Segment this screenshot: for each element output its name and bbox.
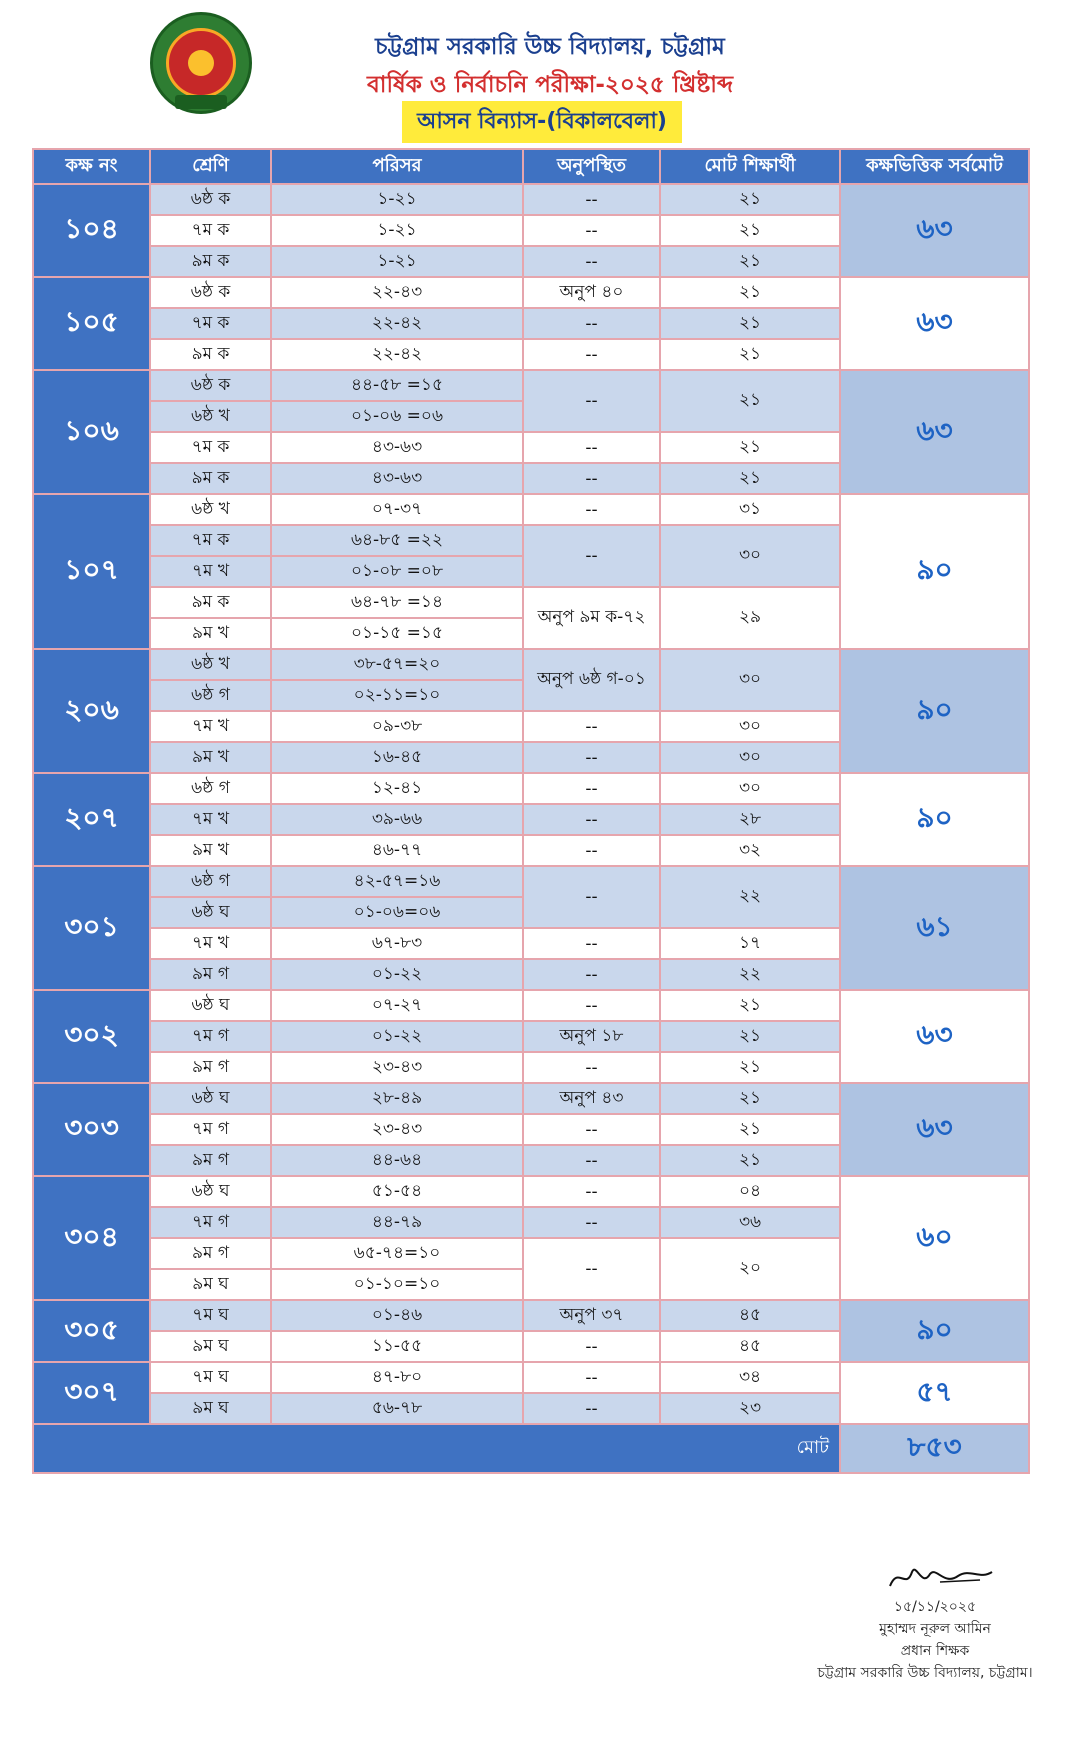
class-name: ৭ম ঘ xyxy=(150,1362,271,1393)
table-row xyxy=(33,370,1029,401)
student-count: ৩০ xyxy=(660,773,840,804)
roll-range: ২২-৪২ xyxy=(271,339,523,370)
table-row xyxy=(33,649,1029,680)
roll-range: ২৩-৪৩ xyxy=(271,1052,523,1083)
roll-range: ৪৪-৭৯ xyxy=(271,1207,523,1238)
student-count: ৩০ xyxy=(660,525,840,587)
absent-note: -- xyxy=(523,1393,660,1424)
roll-range: ১১-৫৫ xyxy=(271,1331,523,1362)
class-name: ৯ম ক xyxy=(150,246,271,277)
signatory-name: মুহাম্মদ নূরুল আমিন xyxy=(879,1621,991,1637)
class-name: ৭ম খ xyxy=(150,928,271,959)
roll-range: ৪২-৫৭=১৬ xyxy=(271,866,523,897)
room-total: ৬১ xyxy=(840,866,1029,990)
room-total: ৯০ xyxy=(840,1300,1029,1362)
class-name: ৬ষ্ঠ খ xyxy=(150,494,271,525)
room-number: ৩০৪ xyxy=(33,1176,150,1300)
room-number: ১০৪ xyxy=(33,184,150,277)
roll-range: ১-২১ xyxy=(271,246,523,277)
student-count: ৩০ xyxy=(660,742,840,773)
class-name: ৬ষ্ঠ ঘ xyxy=(150,897,271,928)
table-row xyxy=(33,494,1029,525)
student-count: ২১ xyxy=(660,1052,840,1083)
class-name: ৭ম ক xyxy=(150,215,271,246)
room-number: ২০৬ xyxy=(33,649,150,773)
roll-range: ৬৭-৮৩ xyxy=(271,928,523,959)
room-total: ৬০ xyxy=(840,1176,1029,1300)
student-count: ৩০ xyxy=(660,711,840,742)
class-name: ৯ম ক xyxy=(150,587,271,618)
table-row xyxy=(33,773,1029,804)
absent-note: -- xyxy=(523,184,660,215)
column-header: মোট শিক্ষার্থী xyxy=(660,149,840,184)
student-count: ২২ xyxy=(660,866,840,928)
table-row xyxy=(33,1300,1029,1331)
roll-range: ৪৭-৮০ xyxy=(271,1362,523,1393)
document-header xyxy=(0,0,1080,148)
student-count: ৩৪ xyxy=(660,1362,840,1393)
student-count: ২০ xyxy=(660,1238,840,1300)
absent-note: -- xyxy=(523,866,660,928)
class-name: ৯ম ক xyxy=(150,339,271,370)
table-row xyxy=(33,184,1029,215)
roll-range: ৪৪-৬৪ xyxy=(271,1145,523,1176)
class-name: ৭ম খ xyxy=(150,556,271,587)
student-count: ২১ xyxy=(660,1083,840,1114)
signature-mark xyxy=(880,1560,1000,1594)
absent-note: অনুপ ১৮ xyxy=(523,1021,660,1052)
student-count: ১৭ xyxy=(660,928,840,959)
absent-note: -- xyxy=(523,742,660,773)
room-number: ১০৭ xyxy=(33,494,150,649)
absent-note: -- xyxy=(523,1207,660,1238)
student-count: ২৮ xyxy=(660,804,840,835)
roll-range: ০১-১০=১০ xyxy=(271,1269,523,1300)
class-name: ৭ম খ xyxy=(150,711,271,742)
room-total: ৬৩ xyxy=(840,990,1029,1083)
signatory-title: প্রধান শিক্ষক xyxy=(900,1643,970,1659)
roll-range: ৬৫-৭৪=১০ xyxy=(271,1238,523,1269)
room-total: ৯০ xyxy=(840,494,1029,649)
signature-date: ১৫/১১/২০২৫ xyxy=(893,1599,977,1615)
roll-range: ১২-৪১ xyxy=(271,773,523,804)
class-name: ৬ষ্ঠ ক xyxy=(150,370,271,401)
class-name: ৬ষ্ঠ খ xyxy=(150,649,271,680)
class-name: ৯ম গ xyxy=(150,959,271,990)
signatory-school: চট্টগ্রাম সরকারি উচ্চ বিদ্যালয়, চট্টগ্রাম। xyxy=(817,1665,1033,1681)
class-name: ৯ম ঘ xyxy=(150,1331,271,1362)
class-name: ৯ম ঘ xyxy=(150,1393,271,1424)
student-count: ৩০ xyxy=(660,649,840,711)
roll-range: ২৩-৪৩ xyxy=(271,1114,523,1145)
room-total: ৬৩ xyxy=(840,277,1029,370)
room-number: ২০৭ xyxy=(33,773,150,866)
class-name: ৬ষ্ঠ ক xyxy=(150,184,271,215)
room-total: ৬৩ xyxy=(840,184,1029,277)
roll-range: ০১-২২ xyxy=(271,1021,523,1052)
student-count: ২১ xyxy=(660,1021,840,1052)
student-count: ৪৫ xyxy=(660,1331,840,1362)
room-number: ৩০৫ xyxy=(33,1300,150,1362)
absent-note: অনুপ ৪৩ xyxy=(523,1083,660,1114)
school-name: চট্টগ্রাম সরকারি উচ্চ বিদ্যালয়, চট্টগ্রাম xyxy=(375,34,725,60)
class-name: ৭ম গ xyxy=(150,1114,271,1145)
table-row xyxy=(33,1362,1029,1393)
roll-range: ৪৩-৬৩ xyxy=(271,432,523,463)
absent-note: -- xyxy=(523,773,660,804)
class-name: ৯ম ঘ xyxy=(150,1269,271,1300)
absent-note: -- xyxy=(523,1331,660,1362)
class-name: ৯ম গ xyxy=(150,1145,271,1176)
class-name: ৭ম গ xyxy=(150,1021,271,1052)
table-row xyxy=(33,1083,1029,1114)
roll-range: ১৬-৪৫ xyxy=(271,742,523,773)
roll-range: ৪৩-৬৩ xyxy=(271,463,523,494)
absent-note: অনুপ ৩৭ xyxy=(523,1300,660,1331)
roll-range: ০১-০৬=০৬ xyxy=(271,897,523,928)
absent-note: -- xyxy=(523,494,660,525)
student-count: ২১ xyxy=(660,277,840,308)
roll-range: ২২-৪২ xyxy=(271,308,523,339)
class-name: ৬ষ্ঠ ঘ xyxy=(150,1083,271,1114)
roll-range: ০১-০৮ =০৮ xyxy=(271,556,523,587)
roll-range: ৬৪-৮৫ =২২ xyxy=(271,525,523,556)
roll-range: ১-২১ xyxy=(271,215,523,246)
student-count: ৪৫ xyxy=(660,1300,840,1331)
class-name: ৯ম ক xyxy=(150,463,271,494)
absent-note: -- xyxy=(523,246,660,277)
student-count: ২১ xyxy=(660,246,840,277)
class-name: ৭ম ঘ xyxy=(150,1300,271,1331)
room-number: ৩০১ xyxy=(33,866,150,990)
class-name: ৯ম গ xyxy=(150,1052,271,1083)
class-name: ৬ষ্ঠ খ xyxy=(150,401,271,432)
student-count: ৩৬ xyxy=(660,1207,840,1238)
roll-range: ৫১-৫৪ xyxy=(271,1176,523,1207)
table-row xyxy=(33,990,1029,1021)
roll-range: ৩৮-৫৭=২০ xyxy=(271,649,523,680)
roll-range: ৬৪-৭৮ =১৪ xyxy=(271,587,523,618)
grand-total-row xyxy=(33,1424,1029,1473)
student-count: ২১ xyxy=(660,370,840,432)
column-header: অনুপস্থিত xyxy=(523,149,660,184)
absent-note: -- xyxy=(523,1114,660,1145)
student-count: ৩২ xyxy=(660,835,840,866)
absent-note: -- xyxy=(523,1052,660,1083)
roll-range: ০১-০৬ =০৬ xyxy=(271,401,523,432)
column-header: কক্ষভিত্তিক সর্বমোট xyxy=(840,149,1029,184)
column-header: কক্ষ নং xyxy=(33,149,150,184)
class-name: ৬ষ্ঠ গ xyxy=(150,866,271,897)
absent-note: -- xyxy=(523,308,660,339)
column-header: শ্রেণি xyxy=(150,149,271,184)
room-total: ৯০ xyxy=(840,649,1029,773)
student-count: ২১ xyxy=(660,463,840,494)
absent-note: -- xyxy=(523,711,660,742)
absent-note: -- xyxy=(523,835,660,866)
roll-range: ২৮-৪৯ xyxy=(271,1083,523,1114)
roll-range: ০১-৪৬ xyxy=(271,1300,523,1331)
roll-range: ৪৪-৫৮ =১৫ xyxy=(271,370,523,401)
absent-note: -- xyxy=(523,1238,660,1300)
absent-note: -- xyxy=(523,928,660,959)
roll-range: ০১-২২ xyxy=(271,959,523,990)
student-count: ২১ xyxy=(660,184,840,215)
student-count: ২১ xyxy=(660,308,840,339)
student-count: ২১ xyxy=(660,339,840,370)
student-count: ৩১ xyxy=(660,494,840,525)
class-name: ৬ষ্ঠ ঘ xyxy=(150,1176,271,1207)
room-number: ১০৫ xyxy=(33,277,150,370)
student-count: ২২ xyxy=(660,959,840,990)
class-name: ৭ম ক xyxy=(150,525,271,556)
student-count: ২১ xyxy=(660,432,840,463)
class-name: ৬ষ্ঠ গ xyxy=(150,680,271,711)
school-logo-icon xyxy=(150,12,252,114)
absent-note: -- xyxy=(523,339,660,370)
room-number: ৩০৭ xyxy=(33,1362,150,1424)
class-name: ৯ম খ xyxy=(150,835,271,866)
exam-title: বার্ষিক ও নির্বাচনি পরীক্ষা-২০২৫ খ্রিষ্টাব্দ xyxy=(366,72,734,98)
class-name: ৬ষ্ঠ ঘ xyxy=(150,990,271,1021)
class-name: ৭ম ক xyxy=(150,308,271,339)
table-row xyxy=(33,277,1029,308)
absent-note: -- xyxy=(523,370,660,432)
absent-note: -- xyxy=(523,1362,660,1393)
student-count: ২১ xyxy=(660,215,840,246)
absent-note: -- xyxy=(523,525,660,587)
room-total: ৬৩ xyxy=(840,1083,1029,1176)
student-count: ২১ xyxy=(660,990,840,1021)
absent-note: অনুপ ৪০ xyxy=(523,277,660,308)
roll-range: ৫৬-৭৮ xyxy=(271,1393,523,1424)
class-name: ৭ম গ xyxy=(150,1207,271,1238)
absent-note: -- xyxy=(523,215,660,246)
student-count: ২৯ xyxy=(660,587,840,649)
roll-range: ২২-৪৩ xyxy=(271,277,523,308)
roll-range: ০২-১১=১০ xyxy=(271,680,523,711)
seat-plan-title: আসন বিন্যাস-(বিকালবেলা) xyxy=(402,101,682,143)
column-header: পরিসর xyxy=(271,149,523,184)
table-row xyxy=(33,1176,1029,1207)
room-total: ৯০ xyxy=(840,773,1029,866)
roll-range: ০৭-৩৭ xyxy=(271,494,523,525)
table-row xyxy=(33,866,1029,897)
seat-plan-table xyxy=(32,148,1030,1474)
roll-range: ০৯-৩৮ xyxy=(271,711,523,742)
roll-range: ১-২১ xyxy=(271,184,523,215)
roll-range: ৩৯-৬৬ xyxy=(271,804,523,835)
student-count: ০৪ xyxy=(660,1176,840,1207)
student-count: ২১ xyxy=(660,1145,840,1176)
grand-total-value: ৮৫৩ xyxy=(840,1424,1029,1473)
absent-note: -- xyxy=(523,463,660,494)
class-name: ৭ম খ xyxy=(150,804,271,835)
absent-note: -- xyxy=(523,1176,660,1207)
roll-range: ০১-১৫ =১৫ xyxy=(271,618,523,649)
class-name: ৬ষ্ঠ ক xyxy=(150,277,271,308)
grand-total-label: মোট xyxy=(33,1424,840,1473)
absent-note: -- xyxy=(523,1145,660,1176)
room-number: ১০৬ xyxy=(33,370,150,494)
absent-note: -- xyxy=(523,959,660,990)
absent-note: অনুপ ৬ষ্ঠ গ-০১ xyxy=(523,649,660,711)
room-total: ৬৩ xyxy=(840,370,1029,494)
absent-note: -- xyxy=(523,432,660,463)
class-name: ৭ম ক xyxy=(150,432,271,463)
room-number: ৩০২ xyxy=(33,990,150,1083)
absent-note: অনুপ ৯ম ক-৭২ xyxy=(523,587,660,649)
absent-note: -- xyxy=(523,990,660,1021)
roll-range: ৪৬-৭৭ xyxy=(271,835,523,866)
table-header-row xyxy=(33,149,1029,184)
class-name: ৬ষ্ঠ গ xyxy=(150,773,271,804)
class-name: ৯ম খ xyxy=(150,742,271,773)
class-name: ৯ম গ xyxy=(150,1238,271,1269)
class-name: ৯ম খ xyxy=(150,618,271,649)
roll-range: ০৭-২৭ xyxy=(271,990,523,1021)
absent-note: -- xyxy=(523,804,660,835)
student-count: ২৩ xyxy=(660,1393,840,1424)
room-total: ৫৭ xyxy=(840,1362,1029,1424)
student-count: ২১ xyxy=(660,1114,840,1145)
room-number: ৩০৩ xyxy=(33,1083,150,1176)
